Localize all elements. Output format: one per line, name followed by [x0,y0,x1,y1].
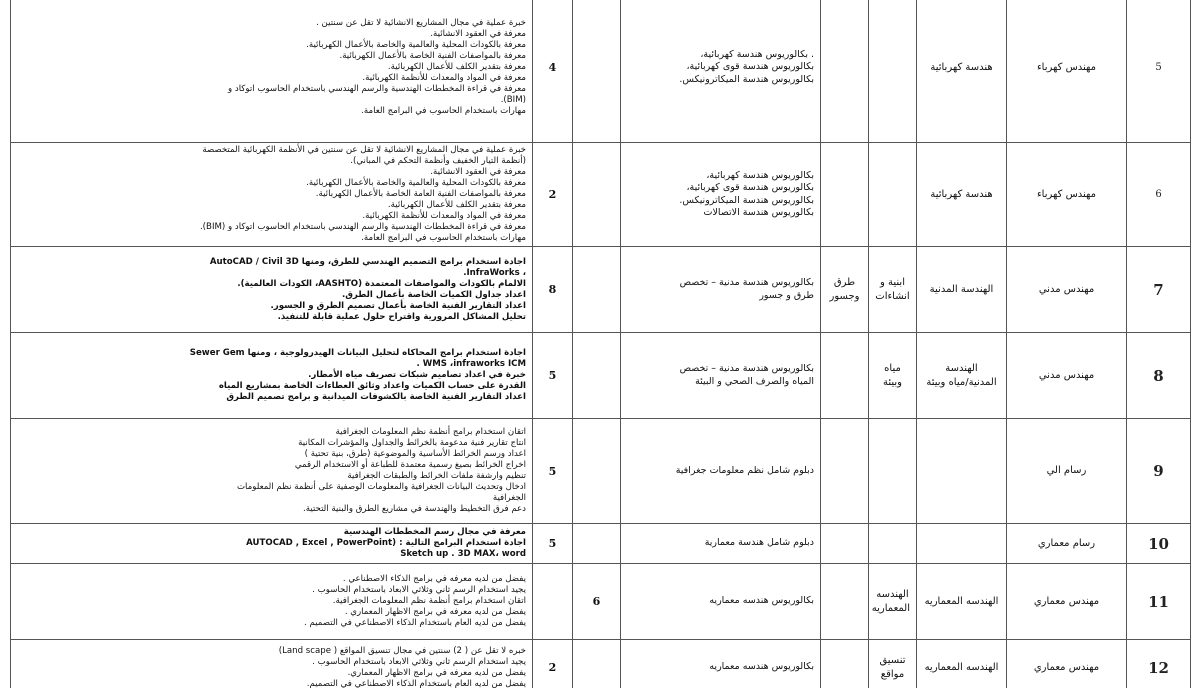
requirement-line: معرفة في مجال رسم المخططات الهندسية [343,527,526,537]
qualification-line: بكالوريوس هندسة الميكاترونيكس. [679,194,814,206]
requirements [11,247,533,333]
sub-specialization-line: وجسور [829,290,860,302]
years-experience: 5 [533,419,573,524]
requirement-line: اتقان استخدام برامج أنظمة نظم المعلومات الجغرافية [335,427,526,437]
empty-cell [573,524,621,564]
empty-cell [573,0,621,143]
qualification-line: دبلوم شامل هندسة معمارية [704,537,814,549]
department-line: المدنية/مياه وبيئة [926,376,997,388]
department-line: الهندسة المدنية [929,283,994,295]
requirement-line: انتاج تقارير فنية مدعومة بالخرائط والجداول والمؤشرات المكانية [298,438,526,448]
requirement-line: معرفة بتقدير الكلف للأعمال الكهربائية. [387,200,526,210]
specialization-line: الهندسه [876,589,909,600]
job-title: رسام الي [1007,419,1127,524]
requirement-line: اعداد التقارير الفنية الخاصة بأعمال تصميم الطرق و الجسور. [270,300,526,311]
specialization [869,247,917,333]
requirement-line: يجيد استخدام الرسم ثاني وثلاثي الابعاد باستخدام الحاسوب . [312,585,526,595]
qualification [621,0,821,143]
specialization [869,333,917,419]
years-experience: 2 [533,640,573,688]
specialization [869,143,917,247]
years-experience: 8 [533,247,573,333]
years-experience: 2 [533,143,573,247]
sub-specialization [821,0,869,143]
specialization-line: ابنية و [880,277,905,288]
empty-cell [573,640,621,688]
requirement-line: اجادة استخدام برامج المحاكاه لتحليل البيانات الهيدرولوجية ، ومنها Sewer Gem [189,348,526,358]
specialization [869,640,917,688]
requirement-line: دعم فرق التخطيط والهندسة في مشاريع الطرق والبنية التحتية. [303,504,526,514]
department [917,0,1007,143]
specialization-line: تنسيق [879,655,906,666]
job-title: مهندس كهرباء [1007,143,1127,247]
requirement-line: معرفة بالكودات المحلية والعالمية والخاصة بالأعمال الكهربائية. [306,40,526,50]
qualification [621,419,821,524]
row-number: 10 [1127,524,1191,564]
empty-cell [573,419,621,524]
sub-specialization [821,247,869,333]
empty-cell [573,247,621,333]
department [917,564,1007,640]
sub-specialization [821,524,869,564]
requirement-line: (BIM). [500,95,526,105]
requirements [11,419,533,524]
sub-specialization [821,333,869,419]
department-line: هندسة كهربائية [930,188,993,200]
department [917,247,1007,333]
specialization-line: المعماريه [871,602,910,614]
specialization-line: مواقع [880,668,905,680]
qualification [621,524,821,564]
requirement-line: خبره لا تقل عن ( 2) سنتين في مجال تنسيق المواقع ( Land scape) [278,645,526,656]
row-number: 5 [1127,0,1191,143]
table-row [11,0,1191,143]
requirements [11,0,533,143]
empty-cell [573,333,621,419]
specialization-line: مياه وبيئة [882,363,902,388]
department [917,143,1007,247]
requirement-line: ، InfraWorks. [463,267,526,278]
requirements [11,640,533,688]
requirement-line: اعداد جداول الكميات الخاصة بأعمال الطرق. [341,289,526,300]
requirement-line: خبرة عملية في مجال المشاريع الانشائية لا تقل عن سنتين . [316,18,526,28]
years-experience: 5 [533,333,573,419]
qualification-line: بكالوريوس هندسة الميكاترونيكس. [679,73,814,85]
requirement-line: معرفة بتقدير الكلف للأعمال الكهربائية. [387,62,526,72]
requirement-line: يفضل من لديه معرفه في برامج الاظهار المعماري . [344,607,526,617]
qualification-line: بكالوريوس هندسة كهربائية، [706,169,814,181]
requirement-line: معرفة في المواد والمعدات للأنظمة الكهربائية. [362,211,526,221]
requirement-line: معرفة في العقود الانشائية. [430,29,526,39]
table-row [11,333,1191,419]
department [917,419,1007,524]
row-number: 8 [1127,333,1191,419]
qualification [621,564,821,640]
sub-specialization [821,419,869,524]
requirement-line: يفضل من لديه العام باستخدام الذكاء الاصطناعي في التصميم. [306,678,526,688]
sub-specialization [821,564,869,640]
qualification-line: بكالوريوس هندسه معماريه [709,595,814,607]
table-row [11,419,1191,524]
qualification-line: طرق و جسور [759,289,814,301]
job-title: مهندس مدني [1007,333,1127,419]
sub-specialization [821,143,869,247]
requirements [11,143,533,247]
qualification [621,143,821,247]
requirement-line: معرفة في العقود الانشائية. [430,167,526,177]
job-title: رسام معماري [1007,524,1127,564]
department [917,640,1007,688]
qualification-line: بكالوريوس هندسة مدنية – تخصص [679,277,814,289]
requirement-line: معرفة بالمواصفات الفنية العامة الخاصة بالأعمال الكهربائية. [315,189,526,199]
qualification-line: بكالوريوس هندسة مدنية – تخصص [679,363,814,375]
requirement-line: الجغرافية [492,493,526,503]
specialization [869,524,917,564]
table-row [11,143,1191,247]
department-line: الهندسة [945,363,978,374]
qualification [621,333,821,419]
requirement-line: يفضل من لديه معرفه في برامج الاظهار المعماري. [347,667,526,678]
requirement-line: اخراج الخرائط بصيغ رسمية معتمدة للطباعة أو الاستخدام الرقمي [294,460,526,470]
requirements [11,524,533,564]
requirement-line: اعداد التقارير الفنية الخاصة بالكشوفات الميدانية و برامج تصميم الطرق [226,392,526,402]
requirement-line: ادخال وتحديث البيانات الجغرافية والمعلومات الوصفية على أنظمة نظم المعلومات [236,482,526,492]
job-title: مهندس كهرباء [1007,0,1127,143]
requirement-line: يجيد استخدام الرسم ثاني وثلاثي الابعاد باستخدام الحاسوب . [312,656,526,667]
row-number: 12 [1127,640,1191,688]
department-line: الهندسه المعماريه [924,661,999,673]
specialization-line: انشاءات [875,290,910,302]
requirement-line: Sketch up . 3D MAX، word [400,549,526,559]
job-title: مهندس مدني [1007,247,1127,333]
requirement-line: اعداد ورسم الخرائط الأساسية والموضوعية (طرق، بنية تحتية ) [304,449,526,459]
requirement-line: معرفة في قراءة المخططات الهندسية والرسم الهندسي باستخدام الحاسوب اتوكاد و [227,84,526,94]
specialization [869,419,917,524]
requirement-line: يفضل من لديه معرفه في برامج الذكاء الاصطناعي . [342,574,526,584]
table-row [11,640,1191,688]
requirement-line: معرفة في المواد والمعدات للأنظمة الكهربائية. [362,73,526,83]
requirement-line: اجادة استخدام برامج التصميم الهندسي للطرق، ومنها AutoCAD / Civil 3D [209,256,526,267]
sub-specialization-line: طرق [833,277,856,288]
requirement-line: اتقان استخدام برامج أنظمة نظم المعلومات الجغرافية. [332,596,526,606]
requirement-line: WMS ،infraworks ICM . [416,359,526,369]
requirement-line: معرفة بالمواصفات الفنية الخاصة بالأعمال الكهربائية. [339,51,526,61]
requirement-line: اجادة استخدام البرامج التالية : (AUTOCAD , Excel , PowerPoint [246,538,526,548]
qualification-line: بكالوريوس هندسة قوى كهربائية، [686,182,814,194]
department [917,333,1007,419]
row-number: 11 [1127,564,1191,640]
qualification-line: بكالوريوس هندسه معماريه [709,661,814,673]
requirement-line: تنظيم وارشفة ملفات الخرائط والطبقات الجغرافية [347,471,526,481]
specialization [869,0,917,143]
requirement-line: الالمام بالكودات والمواصفات المعتمدة (AASHTO، الكودات العالمية). [237,278,526,289]
table-row [11,247,1191,333]
requirement-line: تحليل المشاكل المرورية واقتراح حلول عملية قابلة للتنفيذ. [277,311,526,322]
row-number: 7 [1127,247,1191,333]
jobs-table [10,0,1191,688]
sub-specialization [821,640,869,688]
qualification [621,640,821,688]
row-number: 9 [1127,419,1191,524]
requirement-line: مهارات باستخدام الحاسوب في البرامج العامة. [361,233,526,243]
requirement-line: معرفة بالكودات المحلية والعالمية والخاصة بالأعمال الكهربائية. [306,178,526,188]
qualification-line: بكالوريوس هندسة الاتصالات [703,206,814,218]
requirement-line: مهارات باستخدام الحاسوب في البرامج العامة. [361,106,526,116]
requirement-line: (أنظمة التيار الخفيف وأنظمة التحكم في المباني). [350,156,526,166]
empty-cell [573,143,621,247]
specialization [869,564,917,640]
requirements [11,333,533,419]
requirement-line: خبرة عملية في مجال المشاريع الانشائية لا تقل عن سنتين في الأنظمة الكهربائية المتخصصة [202,145,526,155]
table-row [11,564,1191,640]
qualification-line: دبلوم شامل نظم معلومات جغرافية [675,464,814,476]
empty-cell [533,564,573,640]
requirement-line: القدرة على حساب الكميات واعداد وثائق العطاءات الخاصة بمشاريع المياه [218,381,526,391]
department-line: الهندسه المعماريه [924,595,999,607]
table-row [11,524,1191,564]
qualification-line: بكالوريوس هندسة قوى كهربائية، [686,61,814,73]
requirement-line: خبرة في اعداد تصاميم شبكات تصريف مياه الأمطار. [308,370,526,380]
job-title: مهندس معماري [1007,640,1127,688]
job-title: مهندس معماري [1007,564,1127,640]
requirement-line: معرفة في قراءة المخططات الهندسية والرسم الهندسي باستخدام الحاسوب اتوكاد و (BIM). [199,222,526,232]
qualification [621,247,821,333]
department-line: هندسة كهربائية [930,61,993,73]
qualification-line: . بكالوريوس هندسة كهربائية، [700,48,814,60]
requirements [11,564,533,640]
years-experience: 6 [573,564,621,640]
department [917,524,1007,564]
requirement-line: يفضل من لديه العام باستخدام الذكاء الاصطناعي في التصميم . [304,618,526,628]
years-experience: 4 [533,0,573,143]
row-number: 6 [1127,143,1191,247]
qualification-line: المياه والصرف الصحي و البيئة [695,375,814,387]
years-experience: 5 [533,524,573,564]
